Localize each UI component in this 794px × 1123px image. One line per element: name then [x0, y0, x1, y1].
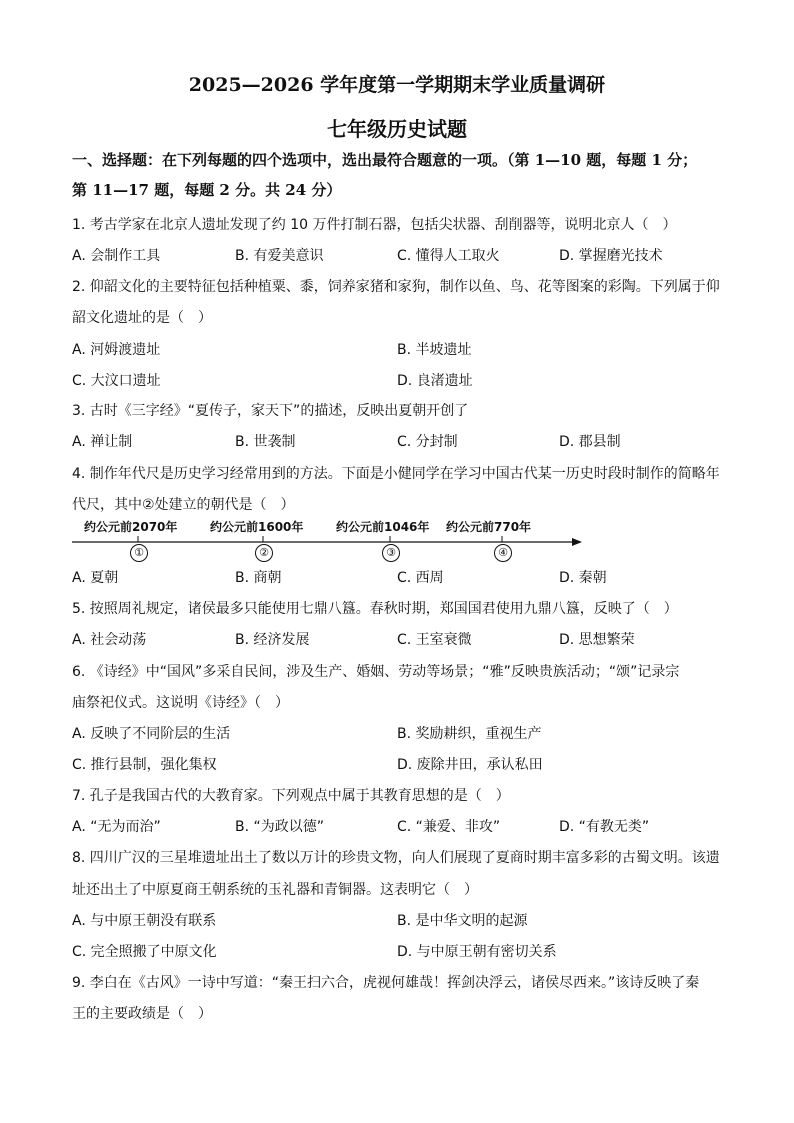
q7-option-a: A. “无为而治” [72, 819, 161, 835]
q5-option-c: C. 王室衰微 [397, 632, 472, 648]
chronology-timeline [70, 518, 590, 560]
question-9-line1: 9. 李白在《古风》一诗中写道：“秦王扫六合，虎视何雄哉！挥剑决浮云，诸侯尽西来。”该诗反映了秦 [72, 975, 700, 991]
timeline-label-4: 约公元前770年 [446, 520, 532, 534]
q1-option-d: D. 掌握磨光技术 [559, 248, 663, 264]
q7-option-c: C. “兼爱、非攻” [397, 819, 501, 835]
question-2-line2: 韶文化遗址的是（ ） [72, 310, 212, 326]
question-1: 1. 考古学家在北京人遗址发现了约 10 万件打制石器，包括尖状器、刮削器等，说明北京人（ ） [72, 217, 677, 233]
q1-option-c: C. 懂得人工取火 [397, 248, 500, 264]
timeline-label-2: 约公元前1600年 [210, 520, 304, 534]
timeline-marker-1: ① [130, 544, 148, 562]
section-heading [72, 145, 752, 205]
question-9-line2: 王的主要政绩是（ ） [72, 1006, 212, 1022]
q6-option-d: D. 废除井田，承认私田 [397, 757, 543, 773]
question-7: 7. 孔子是我国古代的大教育家。下列观点中属于其教育思想的是（ ） [72, 788, 510, 804]
q1-option-b: B. 有爱美意识 [235, 248, 324, 264]
q7-option-b: B. “为政以德” [235, 819, 325, 835]
q5-option-a: A. 社会动荡 [72, 632, 147, 648]
timeline-marker-2: ② [255, 544, 273, 562]
question-2-line1: 2. 仰韶文化的主要特征包括种植粟、黍，饲养家猪和家狗，制作以鱼、鸟、花等图案的彩陶。下列属于仰 [72, 279, 720, 295]
arrow-right-icon [572, 538, 582, 546]
question-4-line2: 代尺，其中②处建立的朝代是（ ） [72, 497, 295, 513]
q6-option-b: B. 奖励耕织，重视生产 [397, 726, 542, 742]
timeline-marker-3: ③ [382, 544, 400, 562]
timeline-marker-4: ④ [494, 544, 512, 562]
q1-option-a: A. 会制作工具 [72, 248, 161, 264]
timeline-label-1: 约公元前2070年 [84, 520, 178, 534]
q2-option-a: A. 河姆渡遗址 [72, 342, 161, 358]
question-8-line1: 8. 四川广汉的三星堆遗址出土了数以万计的珍贵文物，向人们展现了夏商时期丰富多彩的古蜀文明。该遗 [72, 850, 720, 866]
q2-option-b: B. 半坡遗址 [397, 342, 472, 358]
q8-option-a: A. 与中原王朝没有联系 [72, 913, 217, 929]
question-6-line1: 6. 《诗经》中“国风”多采自民间，涉及生产、婚姻、劳动等场景；“雅”反映贵族活动；“颂”记录宗 [72, 664, 680, 680]
q8-option-c: C. 完全照搬了中原文化 [72, 944, 217, 960]
question-4-line1: 4. 制作年代尺是历史学习经常用到的方法。下面是小健同学在学习中国古代某一历史时段时制作的简略年 [72, 466, 720, 482]
q3-option-c: C. 分封制 [397, 434, 458, 450]
question-8-line2: 址还出土了中原夏商王朝系统的玉礼器和青铜器。这表明它（ ） [72, 882, 478, 898]
exam-title: 2025—2026 学年度第一学期期末学业质量调研 [188, 74, 606, 96]
question-6-line2: 庙祭祀仪式。这说明《诗经》（ ） [72, 695, 289, 711]
q3-option-a: A. 禅让制 [72, 434, 133, 450]
q3-option-d: D. 郡县制 [559, 434, 621, 450]
q5-option-b: B. 经济发展 [235, 632, 310, 648]
q6-option-c: C. 推行县制，强化集权 [72, 757, 217, 773]
section-heading-line2: 第 11—17 题，每题 2 分。共 24 分） [72, 181, 342, 199]
q2-option-d: D. 良渚遗址 [397, 373, 473, 389]
q5-option-d: D. 思想繁荣 [559, 632, 635, 648]
section-heading-line1: 一、选择题：在下列每题的四个选项中，选出最符合题意的一项。（第 1—10 题，每题 1 分； [72, 151, 698, 169]
q8-option-d: D. 与中原王朝有密切关系 [397, 944, 557, 960]
q4-option-a: A. 夏朝 [72, 570, 119, 586]
q2-option-c: C. 大汶口遗址 [72, 373, 161, 389]
question-5: 5. 按照周礼规定，诸侯最多只能使用七鼎八簋。春秋时期，郑国国君使用九鼎八簋，反映了（ ） [72, 601, 678, 617]
q6-option-a: A. 反映了不同阶层的生活 [72, 726, 231, 742]
q3-option-b: B. 世袭制 [235, 434, 296, 450]
q4-option-b: B. 商朝 [235, 570, 282, 586]
q7-option-d: D. “有教无类” [559, 819, 650, 835]
question-3: 3. 古时《三字经》“夏传子，家天下”的描述，反映出夏朝开创了 [72, 403, 469, 419]
q8-option-b: B. 是中华文明的起源 [397, 913, 528, 929]
q4-option-c: C. 西周 [397, 570, 444, 586]
exam-subtitle: 七年级历史试题 [327, 117, 467, 141]
timeline-label-3: 约公元前1046年 [336, 520, 430, 534]
q4-option-d: D. 秦朝 [559, 570, 607, 586]
